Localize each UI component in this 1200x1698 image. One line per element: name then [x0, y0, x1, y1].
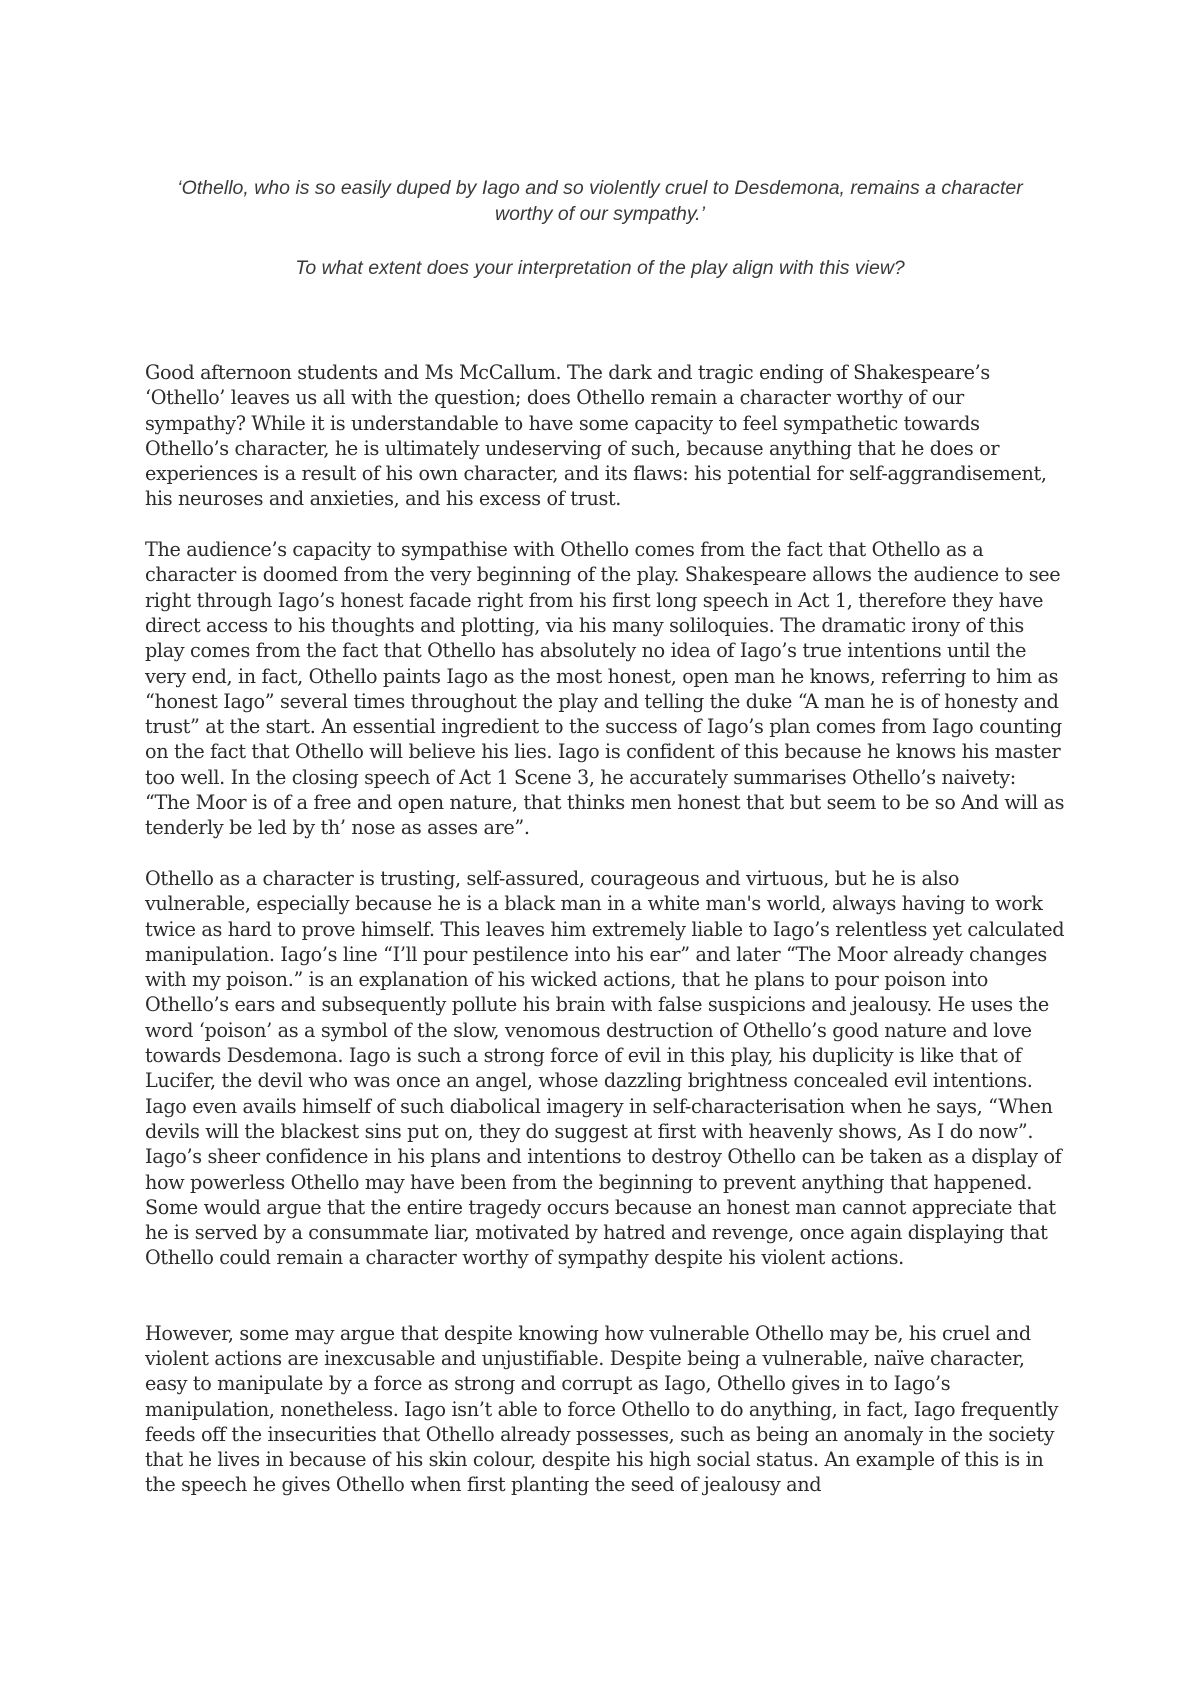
essay-prompt-quote: ‘Othello, who is so easily duped by Iago and so violently cruel to Desdemona, remains a character worthy of our sympathy.’	[177, 177, 1023, 225]
paragraph-counterargument: However, some may argue that despite knowing how vulnerable Othello may be, his cruel and violent actions are inexcusable and unjustifiable. Despite being a vulnerable, naïve character, easy to manipulate by a force as strong and corrupt as Iago, Othello gives in to Iago’s manipulation, nonetheless. Iago isn’t able to force Othello to do anything, in fact, Iago frequently feeds off the insecurities that Othello already possesses, such as being an anomaly in the society that he lives in because of his skin colour, despite his high social status. An example of this is in the speech he gives Othello when first planting the seed of jealousy and	[145, 1321, 1059, 1497]
paragraph-dramatic-irony: The audience’s capacity to sympathise with Othello comes from the fact that Othello as a character is doomed from the very beginning of the play. Shakespeare allows the audience to see right through Iago’s honest facade right from his first long speech in Act 1, therefore they have direct access to his thoughts and plotting, via his many soliloquies. The dramatic irony of this play comes from the fact that Othello has absolutely no idea of Iago’s true intentions until the very end, in fact, Othello paints Iago as the most honest, open man he knows, referring to him as “honest Iago” several times throughout the play and telling the duke “A man he is of honesty and trust” at the start. An essential ingredient to the success of Iago’s plan comes from Iago counting on the fact that Othello will believe his lies. Iago is confident of this because he knows his master too well. In the closing speech of Act 1 Scene 3, he accurately summarises Othello’s naivety: “The Moor is of a free and open nature, that thinks men honest that but seem to be so And will as tenderly be led by th’ nose as asses are”.	[145, 538, 1065, 840]
essay-prompt-question: To what extent does your interpretation of the play align with this view?	[295, 257, 905, 279]
paragraph-introduction: Good afternoon students and Ms McCallum. The dark and tragic ending of Shakespeare’s ‘Othello’ leaves us all with the question; does Othello remain a character worthy of our sympathy? While it is understandable to have some capacity to feel sympathetic towards Othello’s character, he is ultimately undeserving of such, because anything that he does or experiences is a result of his own character, and its flaws: his potential for self-aggrandisement, his neuroses and anxieties, and his excess of trust.	[145, 361, 1047, 511]
paragraph-vulnerability: Othello as a character is trusting, self-assured, courageous and virtuous, but he is also vulnerable, especially because he is a black man in a white man's world, always having to work twice as hard to prove himself. This leaves him extremely liable to Iago’s relentless yet calculated manipulation. Iago’s line “I’ll pour pestilence into his ear” and later “The Moor already changes with my poison.” is an explanation of his wicked actions, that he plans to pour poison into Othello’s ears and subsequently pollute his brain with false suspicions and jealousy. He uses the word ‘poison’ as a symbol of the slow, venomous destruction of Othello’s good nature and love towards Desdemona. Iago is such a strong force of evil in this play, his duplicity is like that of Lucifer, the devil who was once an angel, whose dazzling brightness concealed evil intentions. Iago even avails himself of such diabolical imagery in self-characterisation when he says, “When devils will the blackest sins put on, they do suggest at first with heavenly shows, As I do now”. Iago’s sheer confidence in his plans and intentions to destroy Othello can be taken as a display of how powerless Othello may have been from the beginning to prevent anything that happened. Some would argue that the entire tragedy occurs because an honest man cannot appreciate that he is served by a consummate liar, motivated by hatred and revenge, once again displaying that Othello could remain a character worthy of sympathy despite his violent actions.	[145, 866, 1065, 1270]
essay-body	[145, 360, 1065, 1523]
